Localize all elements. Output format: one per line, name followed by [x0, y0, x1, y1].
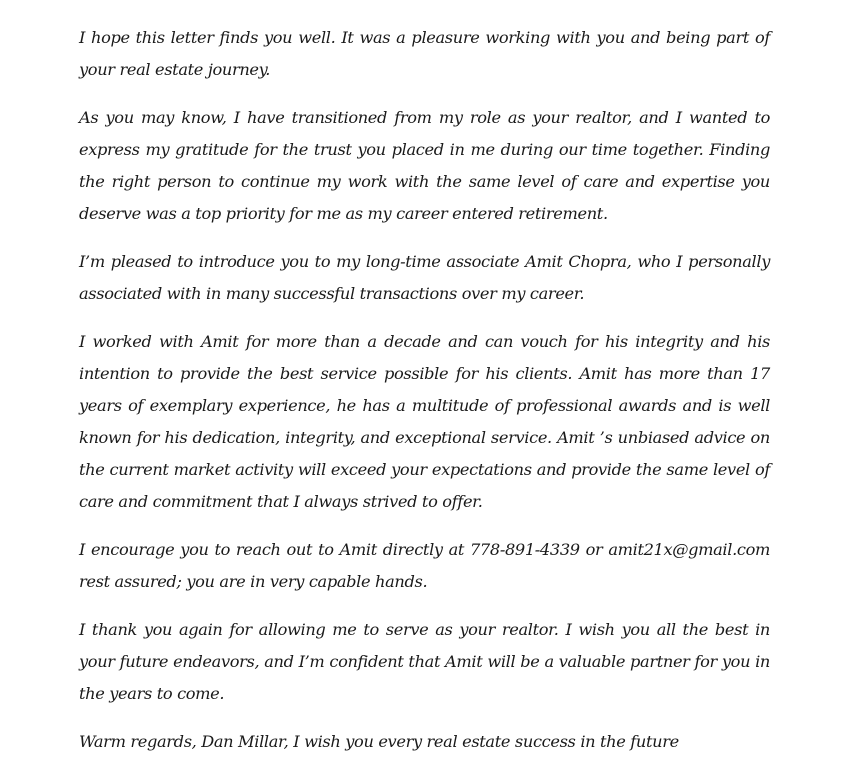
letter-body [79, 22, 770, 758]
paragraph-greeting: I hope this letter finds you well. It was a pleasure working with you and being part of your real estate journey. [79, 28, 770, 79]
paragraph-transition: As you may know, I have transitioned from my role as your realtor, and I wanted to express my gratitude for the trust you placed in me during our time together. Finding the right person to continue my work with the same level of care and expertise you deserve was a top priority for me as my career entered retirement. [79, 108, 770, 223]
paragraph-introduction: I’m pleased to introduce you to my long-time associate Amit Chopra, who I personally associated with in many successful transactions over my career. [79, 252, 770, 303]
paragraph-closing: Warm regards, Dan Millar, I wish you every real estate success in the future [79, 732, 679, 751]
paragraph-contact: I encourage you to reach out to Amit directly at 778-891-4339 or amit21x@gmail.com rest assured; you are in very capable hands. [79, 540, 770, 591]
paragraph-thanks: I thank you again for allowing me to serve as your realtor. I wish you all the best in your future endeavors, and I’m confident that Amit will be a valuable partner for you in the years to come. [79, 620, 770, 703]
paragraph-endorsement: I worked with Amit for more than a decade and can vouch for his integrity and his intention to provide the best service possible for his clients. Amit has more than 17 years of exemplary experience, he has a multitude of professional awards and is well known for his dedication, integrity, and exceptional service. Amit ’s unbiased advice on the current market activity will exceed your expectations and provide the same level of care and commitment that I always strived to offer. [79, 332, 770, 511]
